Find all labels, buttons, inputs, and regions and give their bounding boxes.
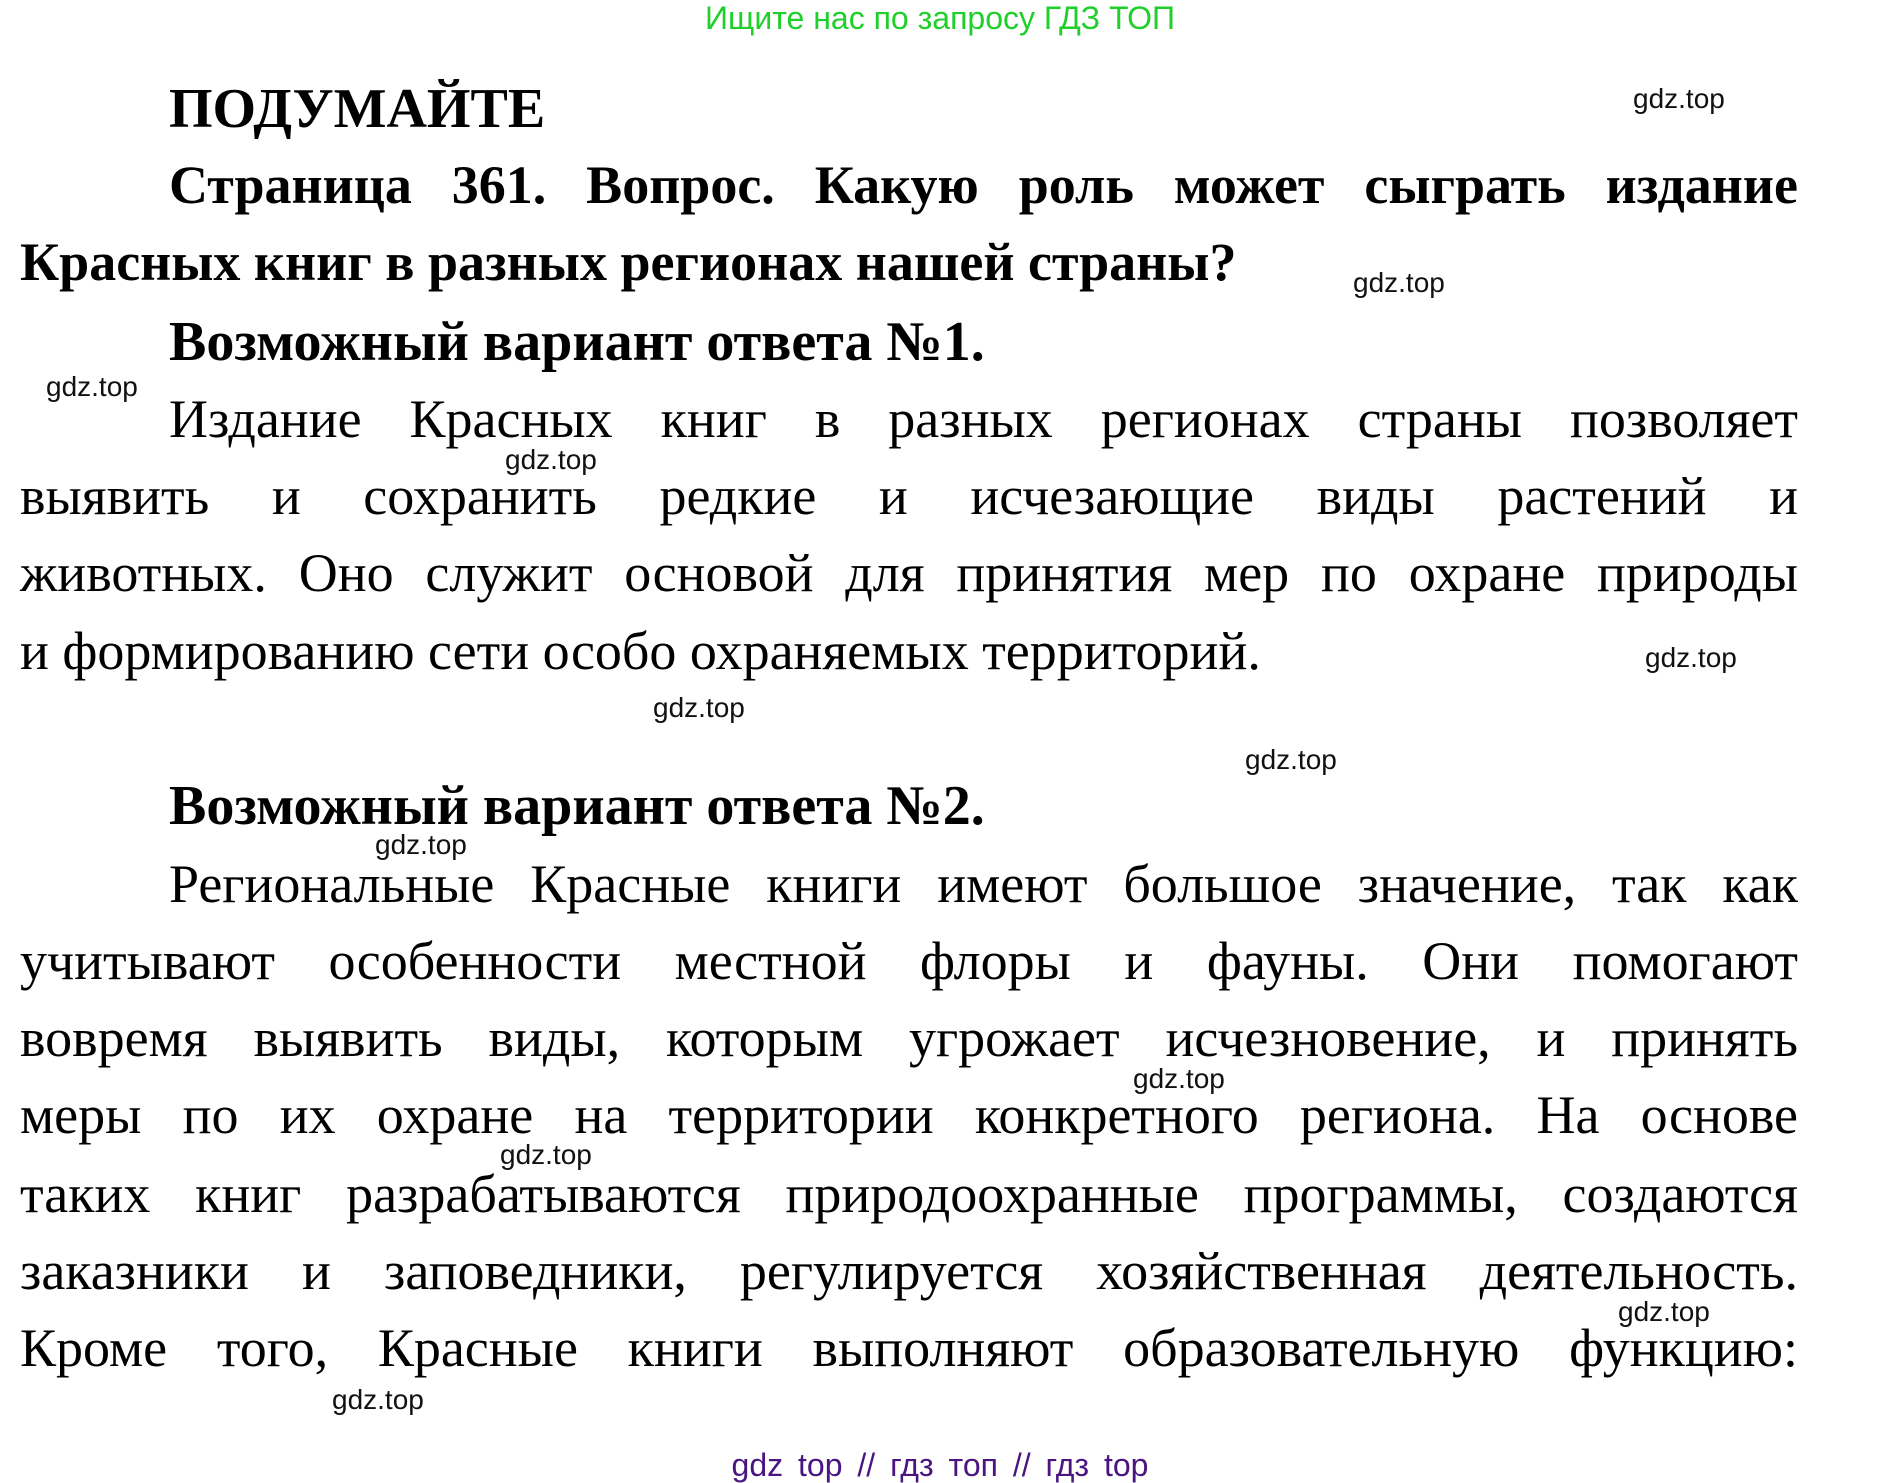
watermark: gdz.top	[1645, 642, 1737, 673]
footer-links[interactable]: gdz top // гдз топ // гдз top	[731, 1447, 1149, 1483]
answer2-heading: Возможный вариант ответа №2.	[169, 775, 985, 837]
watermark: gdz.top	[1245, 744, 1337, 775]
watermark: gdz.top	[1633, 83, 1725, 114]
question-line-2: Красных книг в разных регионах нашей страны?	[20, 232, 1237, 292]
watermark: gdz.top	[653, 692, 745, 723]
watermark: gdz.top	[332, 1384, 424, 1415]
watermark: gdz.top	[505, 444, 597, 475]
top-ad-banner[interactable]: Ищите нас по запросу ГДЗ ТОП	[705, 0, 1175, 36]
answer2-line: таких книг разрабатываются природоохранные программы, создаются	[20, 1164, 1798, 1224]
answer2-line: вовремя выявить виды, которым угрожает исчезновение, и принять	[20, 1008, 1798, 1068]
section-title: ПОДУМАЙТЕ	[169, 78, 546, 140]
answer2-line: Региональные Красные книги имеют большое значение, так как	[169, 854, 1798, 914]
answer1-line: животных. Оно служит основой для принятия мер по охране природы	[20, 543, 1798, 603]
watermark: gdz.top	[1618, 1296, 1710, 1327]
watermark: gdz.top	[1133, 1063, 1225, 1094]
answer2-line: меры по их охране на территории конкретного региона. На основе	[20, 1085, 1798, 1145]
answer2-line: заказники и заповедники, регулируется хозяйственная деятельность.	[20, 1241, 1798, 1301]
answer1-line: Издание Красных книг в разных регионах страны позволяет	[169, 389, 1798, 449]
watermark: gdz.top	[500, 1139, 592, 1170]
answer2-line: Кроме того, Красные книги выполняют образовательную функцию:	[20, 1318, 1798, 1378]
answer1-heading: Возможный вариант ответа №1.	[169, 311, 985, 373]
watermark: gdz.top	[46, 371, 138, 402]
question-line-1: Страница 361. Вопрос. Какую роль может сыграть издание	[169, 155, 1798, 215]
watermark: gdz.top	[375, 829, 467, 860]
answer2-line: учитывают особенности местной флоры и фауны. Они помогают	[20, 931, 1798, 991]
answer1-line: выявить и сохранить редкие и исчезающие виды растений и	[20, 466, 1798, 526]
watermark: gdz.top	[1353, 267, 1445, 298]
answer1-line: и формированию сети особо охраняемых территорий.	[20, 621, 1261, 681]
